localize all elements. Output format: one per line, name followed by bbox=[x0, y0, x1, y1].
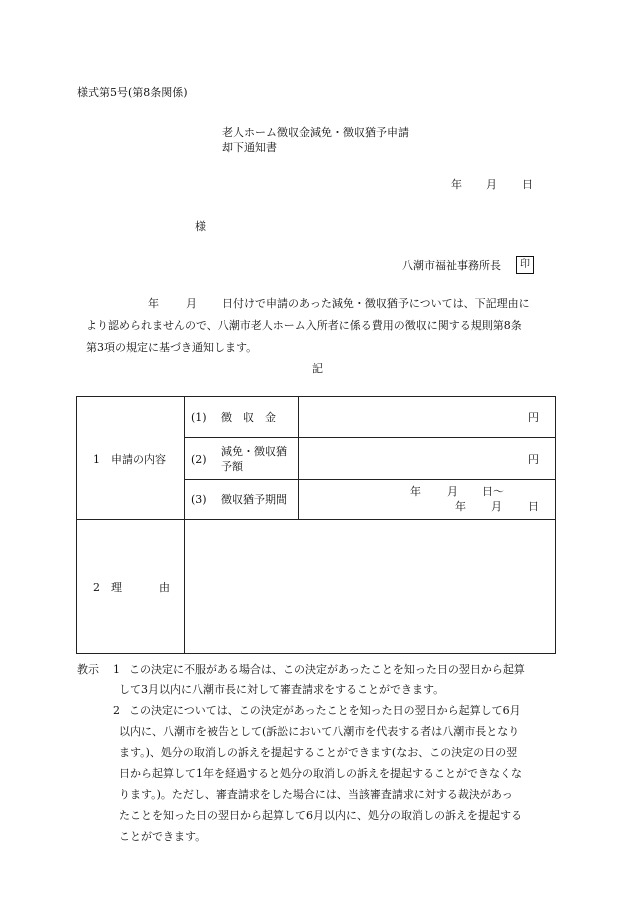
date-month: 月 bbox=[486, 178, 497, 191]
reason-field bbox=[185, 520, 555, 653]
note2-line1: この決定については、この決定があったことを知った日の翌日から起算して6月 bbox=[129, 704, 521, 717]
note2-num: 2 bbox=[113, 704, 120, 717]
body-year: 年 bbox=[148, 297, 159, 310]
note2-line5: ります。)。ただし、審査請求をした場合には、当該審査請求に対する裁決があっ bbox=[119, 788, 513, 801]
section2-label-a: 理 bbox=[111, 581, 122, 594]
body-month: 月 bbox=[186, 297, 197, 310]
section2-label-b: 由 bbox=[159, 581, 170, 594]
row2-num: (2) bbox=[191, 453, 207, 466]
body-line1-text: 日付けで申請のあった減免・徴収猶予については、下記理由に bbox=[222, 297, 530, 310]
recipient-suffix: 様 bbox=[195, 220, 206, 233]
row1-label: 徴 収 金 bbox=[221, 411, 276, 424]
body-line2: より認められませんので、八潮市老人ホーム入所者に係る費用の徴収に関する規則第8条 bbox=[86, 319, 522, 332]
table-divider-h1 bbox=[184, 437, 556, 438]
application-table bbox=[76, 396, 556, 654]
row3-num: (3) bbox=[191, 493, 207, 506]
note2-line4: 日から起算して1年を経過すると処分の取消しの訴えを提起することができなくな bbox=[119, 767, 522, 780]
note2-line3: ます。)、処分の取消しの訴えを提起することができます(なお、この決定の日の翌 bbox=[119, 746, 518, 759]
period-start-year: 年 bbox=[410, 485, 421, 498]
form-number: 様式第5号(第8条関係) bbox=[77, 86, 188, 99]
period-start-day: 日〜 bbox=[482, 485, 504, 498]
note2-line7: ことができます。 bbox=[119, 830, 207, 843]
seal-mark: 印 bbox=[516, 256, 534, 274]
table-divider-h2 bbox=[184, 479, 556, 480]
document-title-line1: 老人ホーム徴収金減免・徴収猶予申請 bbox=[222, 126, 409, 139]
ki-heading: 記 bbox=[312, 362, 323, 375]
note2-line6: たことを知った日の翌日から起算して6月以内に、処分の取消しの訴えを提起する bbox=[119, 809, 522, 822]
date-year: 年 bbox=[451, 178, 462, 191]
period-start-month: 月 bbox=[447, 485, 458, 498]
row1-num: (1) bbox=[191, 411, 207, 424]
period-end-day: 日 bbox=[528, 500, 539, 513]
row2-label-line2: 予額 bbox=[221, 460, 243, 473]
note1-line2: して3月以内に八潮市長に対して審査請求をすることができます。 bbox=[119, 683, 445, 696]
row2-label-line1: 減免・徴収猶 bbox=[221, 445, 287, 458]
period-end-year: 年 bbox=[455, 500, 466, 513]
section1-label: 1 申請の内容 bbox=[93, 453, 166, 466]
document-title-line2: 却下通知書 bbox=[222, 141, 277, 154]
body-line3: 第3項の規定に基づき通知します。 bbox=[86, 341, 258, 354]
date-day: 日 bbox=[522, 178, 533, 191]
row2-unit: 円 bbox=[528, 453, 539, 466]
issuer-name: 八潮市福祉事務所長 bbox=[402, 259, 501, 272]
row3-label: 徴収猶予期間 bbox=[221, 493, 287, 506]
period-end-month: 月 bbox=[491, 500, 502, 513]
table-divider-v2 bbox=[298, 397, 299, 519]
note2-line2: 以内に、八潮市を被告として(訴訟において八潮市を代表する者は八潮市長となり bbox=[119, 725, 520, 738]
note1-num: 1 bbox=[113, 663, 120, 676]
notes-heading: 教示 bbox=[77, 663, 99, 676]
section2-num: 2 bbox=[93, 581, 100, 594]
row1-unit: 円 bbox=[528, 411, 539, 424]
note1-line1: この決定に不服がある場合は、この決定があったことを知った日の翌日から起算 bbox=[129, 663, 525, 676]
